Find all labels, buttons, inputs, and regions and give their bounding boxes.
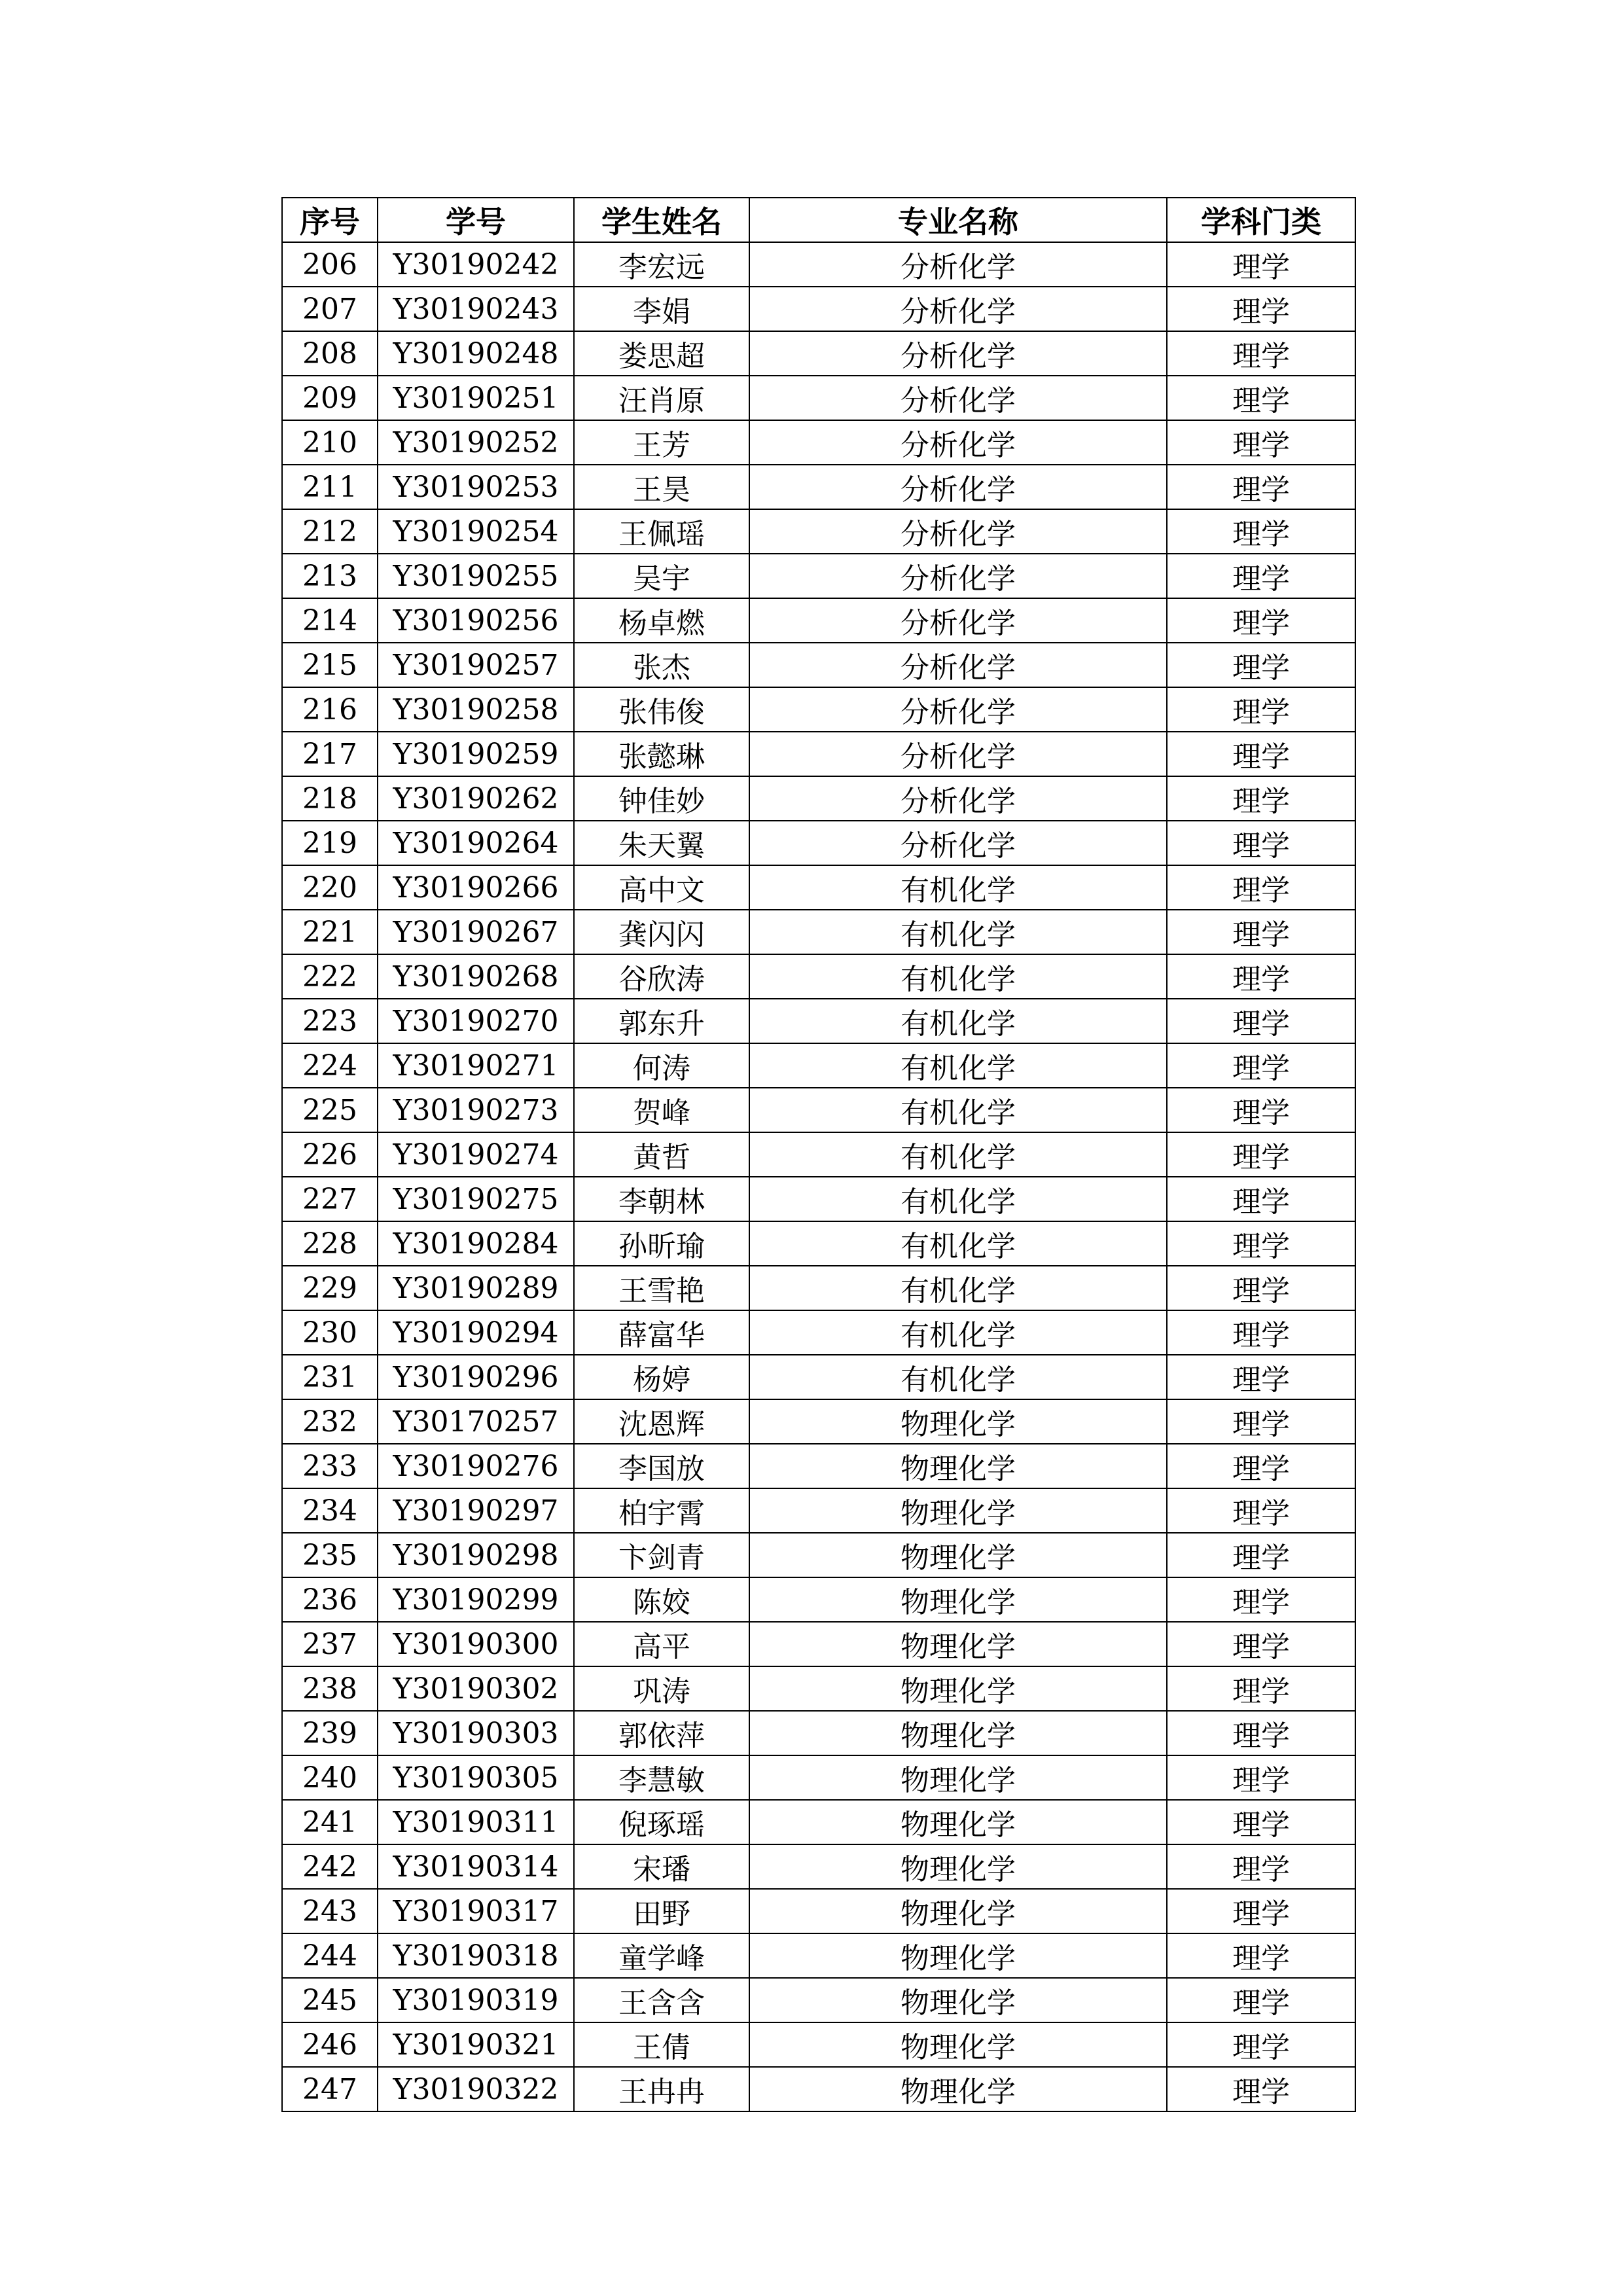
table-row [282, 643, 1355, 687]
cell-student-id: Y30190257 [378, 643, 574, 687]
cell-major: 物理化学 [749, 1577, 1167, 1622]
table-row [282, 2022, 1355, 2067]
header-category: 学科门类 [1167, 198, 1355, 242]
cell-seq: 208 [282, 331, 378, 376]
cell-category: 理学 [1167, 287, 1355, 331]
cell-major: 分析化学 [749, 687, 1167, 732]
cell-seq: 224 [282, 1043, 378, 1088]
cell-category: 理学 [1167, 732, 1355, 776]
cell-student-name: 高中文 [574, 865, 749, 910]
cell-major: 物理化学 [749, 1488, 1167, 1533]
cell-major: 物理化学 [749, 1933, 1167, 1978]
cell-category: 理学 [1167, 242, 1355, 287]
cell-student-id: Y30190302 [378, 1666, 574, 1711]
cell-student-id: Y30190311 [378, 1800, 574, 1844]
cell-student-id: Y30190284 [378, 1221, 574, 1266]
cell-major: 分析化学 [749, 554, 1167, 598]
cell-category: 理学 [1167, 2022, 1355, 2067]
cell-student-name: 田野 [574, 1889, 749, 1933]
cell-seq: 241 [282, 1800, 378, 1844]
cell-category: 理学 [1167, 865, 1355, 910]
cell-category: 理学 [1167, 598, 1355, 643]
cell-category: 理学 [1167, 376, 1355, 420]
table-row [282, 1577, 1355, 1622]
cell-major: 有机化学 [749, 1266, 1167, 1310]
cell-seq: 221 [282, 910, 378, 954]
cell-seq: 244 [282, 1933, 378, 1978]
cell-student-id: Y30190264 [378, 821, 574, 865]
cell-major: 物理化学 [749, 1622, 1167, 1666]
cell-major: 有机化学 [749, 999, 1167, 1043]
cell-category: 理学 [1167, 465, 1355, 509]
cell-category: 理学 [1167, 1622, 1355, 1666]
table-row [282, 1622, 1355, 1666]
cell-seq: 219 [282, 821, 378, 865]
table-row [282, 1666, 1355, 1711]
cell-student-id: Y30190259 [378, 732, 574, 776]
table-body [282, 242, 1355, 2111]
table-row [282, 1177, 1355, 1221]
cell-seq: 242 [282, 1844, 378, 1889]
cell-seq: 247 [282, 2067, 378, 2111]
cell-major: 分析化学 [749, 376, 1167, 420]
cell-student-name: 王昊 [574, 465, 749, 509]
cell-seq: 234 [282, 1488, 378, 1533]
cell-major: 有机化学 [749, 1088, 1167, 1132]
table-row [282, 376, 1355, 420]
cell-category: 理学 [1167, 1711, 1355, 1755]
cell-category: 理学 [1167, 1800, 1355, 1844]
cell-seq: 211 [282, 465, 378, 509]
cell-student-id: Y30190271 [378, 1043, 574, 1088]
cell-seq: 230 [282, 1310, 378, 1355]
table-row [282, 554, 1355, 598]
cell-student-id: Y30190317 [378, 1889, 574, 1933]
cell-major: 有机化学 [749, 1043, 1167, 1088]
header-row [282, 198, 1355, 242]
cell-major: 物理化学 [749, 2067, 1167, 2111]
table-row [282, 420, 1355, 465]
cell-category: 理学 [1167, 1666, 1355, 1711]
cell-major: 分析化学 [749, 509, 1167, 554]
cell-seq: 222 [282, 954, 378, 999]
cell-student-id: Y30190294 [378, 1310, 574, 1355]
cell-student-name: 巩涛 [574, 1666, 749, 1711]
cell-seq: 225 [282, 1088, 378, 1132]
table-row [282, 1221, 1355, 1266]
cell-seq: 237 [282, 1622, 378, 1666]
cell-major: 物理化学 [749, 1755, 1167, 1800]
cell-major: 物理化学 [749, 1889, 1167, 1933]
cell-seq: 209 [282, 376, 378, 420]
cell-student-name: 郭依萍 [574, 1711, 749, 1755]
cell-major: 物理化学 [749, 1444, 1167, 1488]
cell-category: 理学 [1167, 509, 1355, 554]
cell-major: 分析化学 [749, 598, 1167, 643]
cell-student-name: 童学峰 [574, 1933, 749, 1978]
cell-seq: 215 [282, 643, 378, 687]
cell-category: 理学 [1167, 1310, 1355, 1355]
cell-student-name: 宋璠 [574, 1844, 749, 1889]
cell-student-name: 王佩瑶 [574, 509, 749, 554]
table-row [282, 821, 1355, 865]
cell-student-id: Y30190275 [378, 1177, 574, 1221]
cell-student-id: Y30190298 [378, 1533, 574, 1577]
cell-student-name: 王雪艳 [574, 1266, 749, 1310]
table-row [282, 776, 1355, 821]
cell-major: 物理化学 [749, 1844, 1167, 1889]
cell-student-id: Y30190267 [378, 910, 574, 954]
cell-student-id: Y30190321 [378, 2022, 574, 2067]
cell-student-id: Y30190299 [378, 1577, 574, 1622]
table-row [282, 1132, 1355, 1177]
cell-student-id: Y30190289 [378, 1266, 574, 1310]
cell-student-name: 王倩 [574, 2022, 749, 2067]
cell-category: 理学 [1167, 910, 1355, 954]
cell-student-name: 吴宇 [574, 554, 749, 598]
table-row [282, 910, 1355, 954]
cell-major: 有机化学 [749, 1355, 1167, 1399]
cell-student-name: 李娟 [574, 287, 749, 331]
cell-major: 分析化学 [749, 331, 1167, 376]
cell-category: 理学 [1167, 1533, 1355, 1577]
cell-category: 理学 [1167, 1266, 1355, 1310]
header-student-id: 学号 [378, 198, 574, 242]
cell-student-id: Y30190266 [378, 865, 574, 910]
cell-student-id: Y30190303 [378, 1711, 574, 1755]
cell-major: 有机化学 [749, 865, 1167, 910]
cell-major: 分析化学 [749, 776, 1167, 821]
cell-student-name: 倪琢瑶 [574, 1800, 749, 1844]
cell-category: 理学 [1167, 1177, 1355, 1221]
table-row [282, 598, 1355, 643]
cell-student-name: 黄哲 [574, 1132, 749, 1177]
cell-seq: 206 [282, 242, 378, 287]
cell-student-id: Y30190248 [378, 331, 574, 376]
cell-seq: 240 [282, 1755, 378, 1800]
cell-seq: 218 [282, 776, 378, 821]
cell-student-id: Y30190242 [378, 242, 574, 287]
table-row [282, 1088, 1355, 1132]
cell-student-name: 贺峰 [574, 1088, 749, 1132]
table-row [282, 687, 1355, 732]
cell-student-id: Y30190251 [378, 376, 574, 420]
cell-category: 理学 [1167, 1444, 1355, 1488]
header-student-name: 学生姓名 [574, 198, 749, 242]
cell-category: 理学 [1167, 1132, 1355, 1177]
cell-category: 理学 [1167, 999, 1355, 1043]
table-row [282, 242, 1355, 287]
cell-student-name: 龚闪闪 [574, 910, 749, 954]
cell-major: 物理化学 [749, 1666, 1167, 1711]
cell-student-name: 李慧敏 [574, 1755, 749, 1800]
cell-student-name: 谷欣涛 [574, 954, 749, 999]
cell-student-id: Y30190314 [378, 1844, 574, 1889]
cell-student-id: Y30190256 [378, 598, 574, 643]
cell-student-name: 张伟俊 [574, 687, 749, 732]
cell-major: 有机化学 [749, 910, 1167, 954]
cell-student-name: 朱天翼 [574, 821, 749, 865]
cell-seq: 238 [282, 1666, 378, 1711]
table-row [282, 1310, 1355, 1355]
cell-student-name: 王芳 [574, 420, 749, 465]
cell-major: 分析化学 [749, 287, 1167, 331]
cell-student-id: Y30190243 [378, 287, 574, 331]
cell-category: 理学 [1167, 954, 1355, 999]
table-row [282, 2067, 1355, 2111]
cell-seq: 232 [282, 1399, 378, 1444]
cell-category: 理学 [1167, 821, 1355, 865]
cell-seq: 207 [282, 287, 378, 331]
cell-seq: 223 [282, 999, 378, 1043]
cell-student-name: 杨婷 [574, 1355, 749, 1399]
table-row [282, 1978, 1355, 2022]
cell-major: 有机化学 [749, 1310, 1167, 1355]
cell-seq: 243 [282, 1889, 378, 1933]
cell-seq: 246 [282, 2022, 378, 2067]
cell-category: 理学 [1167, 1355, 1355, 1399]
table-row [282, 287, 1355, 331]
table-row [282, 1711, 1355, 1755]
table-row [282, 509, 1355, 554]
cell-student-name: 张懿琳 [574, 732, 749, 776]
cell-major: 有机化学 [749, 1132, 1167, 1177]
cell-student-id: Y30190254 [378, 509, 574, 554]
cell-seq: 245 [282, 1978, 378, 2022]
cell-major: 分析化学 [749, 242, 1167, 287]
cell-student-id: Y30190255 [378, 554, 574, 598]
table-row [282, 1399, 1355, 1444]
cell-student-id: Y30190253 [378, 465, 574, 509]
cell-student-id: Y30190262 [378, 776, 574, 821]
table-row [282, 1355, 1355, 1399]
table-row [282, 1533, 1355, 1577]
cell-seq: 226 [282, 1132, 378, 1177]
table-row [282, 732, 1355, 776]
cell-category: 理学 [1167, 554, 1355, 598]
table-row [282, 465, 1355, 509]
cell-student-name: 王含含 [574, 1978, 749, 2022]
cell-student-id: Y30190258 [378, 687, 574, 732]
cell-student-name: 娄思超 [574, 331, 749, 376]
cell-seq: 229 [282, 1266, 378, 1310]
cell-seq: 235 [282, 1533, 378, 1577]
cell-student-name: 杨卓燃 [574, 598, 749, 643]
table-row [282, 865, 1355, 910]
cell-student-name: 李朝林 [574, 1177, 749, 1221]
cell-major: 分析化学 [749, 465, 1167, 509]
cell-category: 理学 [1167, 1221, 1355, 1266]
table-row [282, 1488, 1355, 1533]
cell-student-id: Y30190305 [378, 1755, 574, 1800]
cell-student-id: Y30190296 [378, 1355, 574, 1399]
cell-major: 有机化学 [749, 954, 1167, 999]
cell-seq: 233 [282, 1444, 378, 1488]
cell-major: 分析化学 [749, 821, 1167, 865]
cell-student-id: Y30190273 [378, 1088, 574, 1132]
table-row [282, 954, 1355, 999]
cell-seq: 220 [282, 865, 378, 910]
cell-student-name: 卞剑青 [574, 1533, 749, 1577]
cell-student-name: 张杰 [574, 643, 749, 687]
table-row [282, 999, 1355, 1043]
table-row [282, 1889, 1355, 1933]
cell-major: 有机化学 [749, 1177, 1167, 1221]
cell-major: 物理化学 [749, 1533, 1167, 1577]
cell-category: 理学 [1167, 776, 1355, 821]
cell-student-name: 陈姣 [574, 1577, 749, 1622]
cell-student-name: 孙昕瑜 [574, 1221, 749, 1266]
cell-student-name: 沈恩辉 [574, 1399, 749, 1444]
table-row [282, 331, 1355, 376]
cell-student-id: Y30190318 [378, 1933, 574, 1978]
cell-major: 物理化学 [749, 1978, 1167, 2022]
cell-category: 理学 [1167, 331, 1355, 376]
cell-student-id: Y30190252 [378, 420, 574, 465]
cell-student-name: 汪肖原 [574, 376, 749, 420]
table-row [282, 1844, 1355, 1889]
cell-category: 理学 [1167, 1577, 1355, 1622]
cell-seq: 239 [282, 1711, 378, 1755]
cell-major: 有机化学 [749, 1221, 1167, 1266]
cell-category: 理学 [1167, 643, 1355, 687]
cell-student-name: 高平 [574, 1622, 749, 1666]
cell-category: 理学 [1167, 1088, 1355, 1132]
cell-category: 理学 [1167, 1978, 1355, 2022]
cell-student-name: 钟佳妙 [574, 776, 749, 821]
cell-seq: 227 [282, 1177, 378, 1221]
cell-major: 分析化学 [749, 420, 1167, 465]
cell-major: 物理化学 [749, 1800, 1167, 1844]
cell-major: 分析化学 [749, 643, 1167, 687]
cell-student-name: 李国放 [574, 1444, 749, 1488]
cell-seq: 216 [282, 687, 378, 732]
cell-student-id: Y30190297 [378, 1488, 574, 1533]
cell-student-id: Y30190322 [378, 2067, 574, 2111]
cell-student-name: 柏宇霄 [574, 1488, 749, 1533]
cell-seq: 231 [282, 1355, 378, 1399]
table-row [282, 1755, 1355, 1800]
cell-category: 理学 [1167, 1844, 1355, 1889]
cell-student-id: Y30190300 [378, 1622, 574, 1666]
cell-seq: 228 [282, 1221, 378, 1266]
cell-student-id: Y30190276 [378, 1444, 574, 1488]
cell-student-name: 何涛 [574, 1043, 749, 1088]
cell-major: 物理化学 [749, 1711, 1167, 1755]
cell-category: 理学 [1167, 687, 1355, 732]
table-row [282, 1444, 1355, 1488]
cell-seq: 213 [282, 554, 378, 598]
cell-student-name: 李宏远 [574, 242, 749, 287]
cell-student-id: Y30190270 [378, 999, 574, 1043]
cell-student-name: 郭东升 [574, 999, 749, 1043]
cell-seq: 217 [282, 732, 378, 776]
table-row [282, 1933, 1355, 1978]
table-header [282, 198, 1355, 242]
header-major: 专业名称 [749, 198, 1167, 242]
cell-category: 理学 [1167, 2067, 1355, 2111]
cell-seq: 210 [282, 420, 378, 465]
cell-student-id: Y30190319 [378, 1978, 574, 2022]
cell-student-name: 王冉冉 [574, 2067, 749, 2111]
cell-category: 理学 [1167, 1933, 1355, 1978]
cell-seq: 214 [282, 598, 378, 643]
cell-student-name: 薛富华 [574, 1310, 749, 1355]
cell-major: 物理化学 [749, 1399, 1167, 1444]
cell-category: 理学 [1167, 1889, 1355, 1933]
cell-category: 理学 [1167, 1043, 1355, 1088]
cell-student-id: Y30170257 [378, 1399, 574, 1444]
header-seq: 序号 [282, 198, 378, 242]
cell-category: 理学 [1167, 420, 1355, 465]
table-row [282, 1266, 1355, 1310]
cell-category: 理学 [1167, 1399, 1355, 1444]
cell-seq: 236 [282, 1577, 378, 1622]
cell-category: 理学 [1167, 1488, 1355, 1533]
student-roster-table [281, 197, 1356, 2112]
cell-major: 物理化学 [749, 2022, 1167, 2067]
table-row [282, 1800, 1355, 1844]
cell-student-id: Y30190268 [378, 954, 574, 999]
cell-student-id: Y30190274 [378, 1132, 574, 1177]
cell-category: 理学 [1167, 1755, 1355, 1800]
cell-seq: 212 [282, 509, 378, 554]
cell-major: 分析化学 [749, 732, 1167, 776]
table-row [282, 1043, 1355, 1088]
